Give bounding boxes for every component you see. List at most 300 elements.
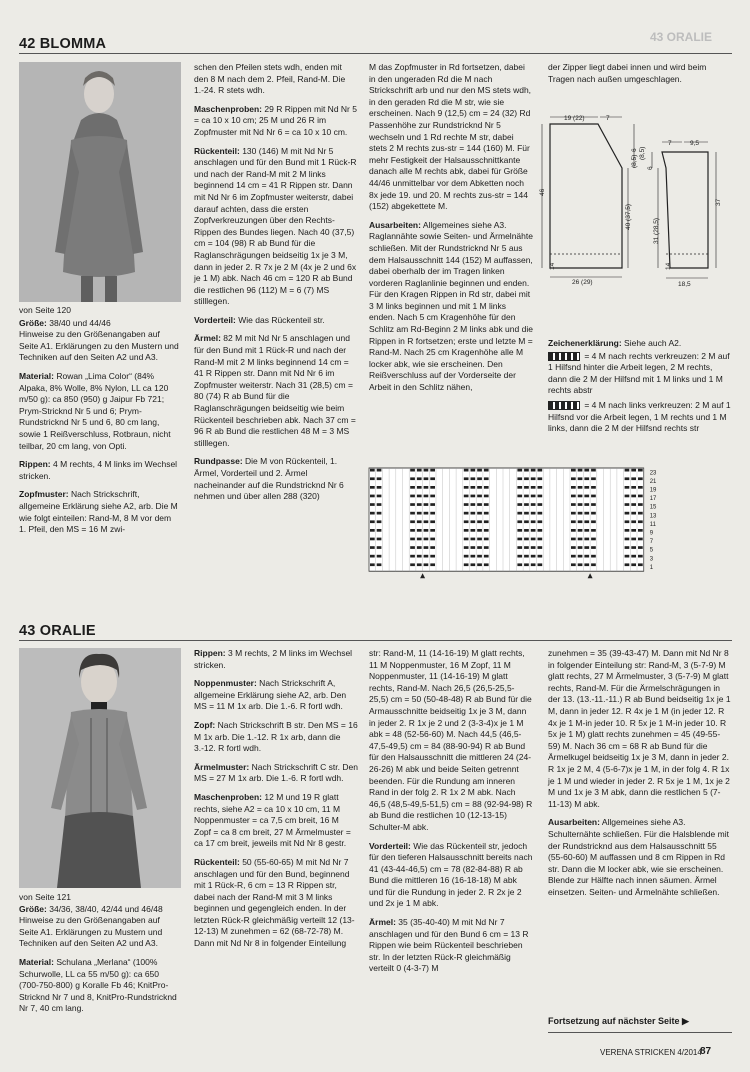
chart-cell bbox=[377, 538, 382, 541]
chart-cell bbox=[464, 495, 469, 498]
chart-cell bbox=[464, 512, 469, 515]
finishing-label: Ausarbeiten: bbox=[548, 817, 600, 828]
size-label: Größe: bbox=[19, 903, 47, 914]
photo-oralie bbox=[19, 648, 181, 888]
chart-cell bbox=[477, 495, 482, 498]
chart-cell bbox=[538, 538, 543, 541]
chart-cell bbox=[471, 486, 476, 489]
dim-body-bottom: 26 (29) bbox=[572, 279, 593, 286]
chart-cell bbox=[578, 546, 583, 549]
chart-cell bbox=[591, 546, 596, 549]
chart-cell bbox=[538, 469, 543, 472]
chart-cell bbox=[471, 512, 476, 515]
material-text: Rowan „Lima Color“ (84% Alpaka, 8% Wolle, 8% Nylon, LL ca 120 m/50 g): ca 850 (950) g Jaipur Fb 721; Prym-Stricknd Nr 5 und 6; Prym-Rundstricknd Nr 5 und 6, 80 cm lang, sowie 1 Reißverschluss, Rotbraun, nicht teilbar, 20 cm lang, von Opti. bbox=[19, 370, 171, 451]
chart-cell bbox=[517, 503, 522, 506]
chart-cell bbox=[410, 469, 415, 472]
chart-cell bbox=[410, 495, 415, 498]
cable-label: Zopfmuster: bbox=[19, 489, 69, 500]
chart-cell bbox=[591, 555, 596, 558]
chart-row-label: 1 bbox=[649, 564, 654, 571]
finishing-text: Allgemeines siehe A3. Schulternähte schließen. Für die Halsblende mit der Rundstricknd aus dem Halsausschnitt 55 (55-60-60) M auffassen und 8 cm Rippen in Rd str. Dann die M locker abk, wie sie erscheinen. Blende zur Hälfte nach innen säumen. Ärmel einsetzen. Seiten- und Ärmelnähte schließen. bbox=[548, 817, 729, 897]
chart-cell bbox=[531, 538, 536, 541]
gauge-label: Maschenproben: bbox=[194, 103, 263, 114]
chart-cell bbox=[484, 546, 489, 549]
paragraph: der Zipper liegt dabei innen und wird beim Tragen nach außen umgeschlagen. bbox=[548, 62, 707, 84]
chart-cell bbox=[517, 563, 522, 566]
chart-cell bbox=[424, 529, 429, 532]
body-outline bbox=[550, 124, 622, 268]
caption-ref: von Seite 120 bbox=[19, 305, 71, 315]
dim-sleeve-top: 7 bbox=[668, 140, 672, 147]
chart-cell bbox=[524, 512, 529, 515]
chart-cell bbox=[417, 563, 422, 566]
chart-cell bbox=[430, 495, 435, 498]
chart-cell bbox=[424, 520, 429, 523]
chart-cell bbox=[631, 503, 636, 506]
chart-cell bbox=[370, 495, 375, 498]
chart-cell bbox=[484, 477, 489, 480]
chart-cell bbox=[531, 503, 536, 506]
chart-cell bbox=[591, 529, 596, 532]
dim-body-top2: 7 bbox=[606, 115, 610, 122]
chart-cell bbox=[424, 546, 429, 549]
sleeve-text: 82 M mit Nd Nr 5 anschlagen und für den Bund mit 1 Rück-R und nach der Rand-M mit 2 M links beginnend 14 cm = 41 R Rippen str. Dann mit Nd Nr 6 im Zopfmuster weiterstr. Nach 31 (28,5) cm = 80 (74) R ab Bund für die Raglanschrägungen beidseitig wie beim Rückenteil beschrieben abk. Nach 37 cm = 96 R ab Bund die restlichen 48 M = 3 MS stilllegen. bbox=[194, 333, 356, 448]
chart-cell bbox=[584, 529, 589, 532]
chart-grid bbox=[369, 466, 669, 576]
chart-cell bbox=[424, 512, 429, 515]
legend-item-2: = 4 M nach links verkreuzen: 2 M auf 1 Hilfsnd vor die Arbeit legen, 1 M rechts und 1 M links, dann die 2 M der Hilfsnd rechts str bbox=[548, 399, 731, 434]
chart-cell bbox=[571, 486, 576, 489]
chart-cell bbox=[531, 520, 536, 523]
chart-cell bbox=[638, 486, 643, 489]
chart-cell bbox=[571, 538, 576, 541]
chart-cell bbox=[591, 469, 596, 472]
cable-text: Nach Strickschrift B str. Den MS = 16 M 1x arb. Die 1.-12. R 1x arb, dann die 3.-12. R fortl wdh. bbox=[194, 719, 358, 754]
legend bbox=[548, 338, 732, 435]
chart-row-label: 15 bbox=[649, 504, 657, 511]
chart-cell bbox=[370, 520, 375, 523]
chart-cell bbox=[377, 546, 382, 549]
chart-cell bbox=[477, 477, 482, 480]
back-label: Rückenteil: bbox=[194, 856, 240, 867]
chart-cell bbox=[638, 563, 643, 566]
chart-cell bbox=[370, 563, 375, 566]
material-label: Material: bbox=[19, 370, 54, 381]
chart-cell bbox=[377, 469, 382, 472]
dim-sleeve-r2: (8,5) bbox=[639, 146, 646, 160]
chart-cell bbox=[538, 495, 543, 498]
bobble-label: Noppenmuster: bbox=[194, 678, 257, 689]
chart-cell bbox=[591, 538, 596, 541]
chart-cell bbox=[464, 563, 469, 566]
chart-cell bbox=[571, 512, 576, 515]
chart-cell bbox=[477, 563, 482, 566]
chart-cell bbox=[571, 503, 576, 506]
back-text: 130 (146) M mit Nd Nr 5 anschlagen und für den Bund mit 1 Rück-R und nach der Rand-M mit 2 M links beginnend 14 cm = 41 R Rippen str. Dann mit Nd Nr 6 im Zopfmuster weiterstr, dabei darauf achten, dass die ersten Zopfverkreuzungen über den Rechts-Rippen des Bundes liegen. Nach 40 (37,5) cm = 104 (98) R ab Bund für die Raglanschrägungen beidseitig 1x je 3 M, dann in jeder 2. R 7x je 2 M (4x je 2 und 6x je 1 M) abk. Nach 46 cm = 120 R ab Bund die restlichen 96 (112) M = 6 (7) MS stilllegen. bbox=[194, 145, 357, 307]
chart-cell bbox=[471, 555, 476, 558]
chart-cell bbox=[377, 555, 382, 558]
chart-cell bbox=[531, 495, 536, 498]
dim-body-height: 46 bbox=[539, 188, 546, 196]
chart-cell bbox=[538, 563, 543, 566]
chart-cell bbox=[477, 503, 482, 506]
chart-cell bbox=[517, 529, 522, 532]
photo-blomma bbox=[19, 62, 181, 302]
chart-cell bbox=[464, 503, 469, 506]
chart-cell bbox=[625, 555, 630, 558]
chart-cell bbox=[370, 529, 375, 532]
chart-cell bbox=[524, 477, 529, 480]
chart-cell bbox=[538, 503, 543, 506]
chart-cell bbox=[430, 538, 435, 541]
oralie-col1 bbox=[19, 892, 179, 1015]
chart-cell bbox=[571, 529, 576, 532]
chart-cell bbox=[477, 469, 482, 472]
chart-row-label: 21 bbox=[649, 478, 657, 485]
chart-cell bbox=[638, 477, 643, 480]
chart-cell bbox=[591, 520, 596, 523]
chart-cell bbox=[417, 529, 422, 532]
chart-cell bbox=[464, 555, 469, 558]
sleeve-label: Ärmel: bbox=[194, 333, 221, 344]
chart-cell bbox=[477, 555, 482, 558]
chart-cell bbox=[410, 520, 415, 523]
chart-cell bbox=[370, 477, 375, 480]
chart-cell bbox=[410, 546, 415, 549]
chart-row-label: 23 bbox=[649, 470, 657, 477]
chart-cell bbox=[370, 503, 375, 506]
chart-row-label: 3 bbox=[649, 556, 654, 563]
chart-cell bbox=[625, 469, 630, 472]
page-number: 87 bbox=[700, 1046, 712, 1057]
chart-cell bbox=[625, 512, 630, 515]
chart-cell bbox=[484, 529, 489, 532]
chart-cell bbox=[430, 486, 435, 489]
chart-cell bbox=[524, 563, 529, 566]
chart-cell bbox=[430, 529, 435, 532]
chart-cell bbox=[625, 563, 630, 566]
chart-cell bbox=[638, 538, 643, 541]
chart-cell bbox=[517, 512, 522, 515]
chart-cell bbox=[471, 477, 476, 480]
front-text: Wie das Rückenteil str, jedoch für den tieferen Halsausschnitt bereits nach 41 (43-44-46,5) cm = 78 (82-84-88) R ab Bund die mittleren 16 (16-18-18) M abk und für die Rundung in jeder 2. R 2x je 2 und 2x je 1 M abk. bbox=[369, 840, 533, 909]
legend-title: Zeichenerklärung: bbox=[548, 338, 622, 348]
chart-cell bbox=[638, 469, 643, 472]
chart-cell bbox=[464, 486, 469, 489]
ribs-text: 4 M rechts, 4 M links im Wechsel stricken. bbox=[19, 459, 178, 481]
chart-cell bbox=[377, 529, 382, 532]
chart-cell bbox=[410, 477, 415, 480]
chart-cell bbox=[377, 477, 382, 480]
chart-row-label: 11 bbox=[649, 521, 656, 528]
chart-cell bbox=[524, 538, 529, 541]
dim-sleeve-h2: 31 (28,5) bbox=[653, 217, 660, 244]
chart-cell bbox=[484, 538, 489, 541]
paragraph: str: Rand-M, 11 (14-16-19) M glatt rechts, 11 M Noppenmuster, 16 M Zopf, 11 M Noppenmuster, 11 (14-16-19) M glatt rechts, Rand-M. Nach 26,5 (26,5-25,5-25,5) cm = 50 (50-48-48) R ab Bund für die Armausschnitte beidseitig 1x je 3 M, dann in jeder 2. R 1x je 2 und 2 (3-3-4)x je 1 M abk = 48 (52-56-60) M. Nach 44,5 (46,5-47,5-49,5) cm = 84 (88-90-94) R ab Bund für den Halsausschnitt die mittleren 24 (24-26-26) M abk und beide Seiten getrennt beenden. Für die Rundung am inneren Rand in der folg 2. R 1x 2 M abk. Nach 46,5 (48,5-49,5-51,5) cm = 88 (92-94-98) R ab Bund die restlichen 10 (12-13-15) Schulter-M abk. bbox=[369, 648, 533, 832]
chart-cell bbox=[631, 538, 636, 541]
chart-cell bbox=[524, 495, 529, 498]
chart-cell bbox=[625, 486, 630, 489]
chart-cell bbox=[430, 563, 435, 566]
chart-cell bbox=[578, 563, 583, 566]
chart-cell bbox=[377, 512, 382, 515]
chart-row-label: 9 bbox=[649, 530, 654, 537]
gauge-text: 29 R Rippen mit Nd Nr 5 = ca 10 x 10 cm; 25 M und 26 R im Zopfmuster mit Nd Nr 6 = ca 10 x 10 cm. bbox=[194, 103, 357, 137]
chart-cell bbox=[631, 555, 636, 558]
chart-cell bbox=[584, 546, 589, 549]
chart-cell bbox=[377, 486, 382, 489]
chart-cell bbox=[410, 538, 415, 541]
gauge-text: 12 M und 19 R glatt rechts, siehe A2 = ca 10 x 10 cm, 11 M Noppenmuster = ca 7,5 cm breit, 16 M Zopf = ca 8 cm breit, 27 M Ärmelmuster = ca 17 cm breit, jeweils mit Nd Nr 8 gestr. bbox=[194, 791, 351, 849]
dim-sleeve-r1: 6 bbox=[647, 166, 654, 170]
chart-cell bbox=[584, 563, 589, 566]
chart-cell bbox=[417, 503, 422, 506]
ribs-label: Rippen: bbox=[194, 648, 226, 658]
chart-cell bbox=[477, 512, 482, 515]
chart-row-label: 19 bbox=[649, 487, 657, 494]
paragraph: zunehmen = 35 (39-43-47) M. Dann mit Nd Nr 8 in folgender Einteilung str: Rand-M, 3 (5-7-9) M glatt rechts, 27 M Ärmelmuster, 3 (5-7-9) M glatt rechts, Rand-M. Für die Ärmelschrägungen in der 13. (13.-11.-11.) R ab Bund beidseitig 1x je 1 M, dann in jeder 12. R 4x je 1 M (in jeder 12. R 4x je 1 M-in jeder 10. R 5x je 1 M-in jeder 10. R 5x je 1 M) glatt rechts zunehmen = 45 (49-55-59) M. Nach 36 cm = 68 R ab Bund für die Ärmelkugel beidseitig 1x je 3 M, dann in jeder 2. R 1x je 2 M, 4 (5-6-7)x je 1 M, in der folg 4. R 1x je 1 M und wieder in jeder 2. R 5x je 1 M, 1x je 2 M und 1x je 3 M abk, dann die restlichen 5 (7-11-13) M abk. bbox=[548, 648, 731, 809]
yoke-label: Rundpasse: bbox=[194, 456, 243, 467]
yoke-text: Die M von Rückenteil, 1. Ärmel, Vorderteil und 2. Ärmel nacheinander auf die Rundstricknd Nr 6 nehmen und über allen 288 (320) bbox=[194, 456, 344, 502]
chart-cell bbox=[625, 538, 630, 541]
chart-cell bbox=[631, 469, 636, 472]
chart-cell bbox=[477, 538, 482, 541]
caption-ref: von Seite 121 bbox=[19, 892, 71, 902]
chart-cell bbox=[410, 563, 415, 566]
chart-cell bbox=[424, 538, 429, 541]
chart-cell bbox=[571, 563, 576, 566]
chart-cell bbox=[410, 503, 415, 506]
chart-cell bbox=[631, 477, 636, 480]
chart-cell bbox=[524, 546, 529, 549]
chart-cell bbox=[524, 555, 529, 558]
chart-cell bbox=[531, 546, 536, 549]
blomma-col4 bbox=[548, 62, 728, 92]
chart-cell bbox=[430, 469, 435, 472]
chart-cell bbox=[631, 520, 636, 523]
chart-cell bbox=[591, 563, 596, 566]
dim-body-top: 19 (22) bbox=[564, 115, 585, 122]
cross-left-icon bbox=[548, 401, 580, 410]
chart-cell bbox=[638, 495, 643, 498]
chart-cell bbox=[517, 477, 522, 480]
chart-cell bbox=[531, 555, 536, 558]
chart-cell bbox=[531, 529, 536, 532]
chart-cell bbox=[410, 512, 415, 515]
chart-cell bbox=[591, 512, 596, 515]
chart-cell bbox=[484, 486, 489, 489]
section-heading-blomma: 42 BLOMMA bbox=[19, 36, 107, 52]
chart-cell bbox=[524, 529, 529, 532]
chart-cell bbox=[571, 555, 576, 558]
sleeve-pattern-label: Ärmelmuster: bbox=[194, 761, 250, 772]
chart-cell bbox=[471, 503, 476, 506]
chart-cell bbox=[531, 486, 536, 489]
cross-right-icon bbox=[548, 352, 580, 361]
dim-sleeve-bottom: 18,5 bbox=[678, 281, 691, 288]
chart-cell bbox=[417, 538, 422, 541]
finishing-label: Ausarbeiten: bbox=[369, 219, 421, 230]
chart-row-label: 17 bbox=[649, 496, 657, 503]
chart-cell bbox=[584, 555, 589, 558]
chart-cell bbox=[538, 520, 543, 523]
chart-cell bbox=[524, 503, 529, 506]
chart-cell bbox=[464, 477, 469, 480]
sleeve-text: 35 (35-40-40) M mit Nd Nr 7 anschlagen und für den Bund 6 cm = 13 R Rippen wie beim Rückenteil beschrieben str. In der letzten Rück-R gleichmäßig verteilt 0 (4-3-7) M bbox=[369, 917, 529, 974]
footer-magazine: VERENA STRICKEN 4/2014 bbox=[600, 1048, 702, 1057]
oralie-col2 bbox=[194, 648, 358, 957]
arrow-right-marker bbox=[588, 573, 593, 578]
chart-cell bbox=[417, 477, 422, 480]
bobble-text: Nach Strickschrift A, allgemeine Erklärung siehe A2, arb. Den MS = 11 M 1x arb. Die 1.-6. R fortl wdh. bbox=[194, 678, 347, 712]
chart-cell bbox=[377, 503, 382, 506]
divider bbox=[19, 53, 732, 54]
chart-cell bbox=[538, 555, 543, 558]
chart-cell bbox=[638, 546, 643, 549]
chart-cell bbox=[484, 495, 489, 498]
chart-cell bbox=[538, 512, 543, 515]
chart-cell bbox=[584, 503, 589, 506]
chart-cell bbox=[410, 529, 415, 532]
chart-cell bbox=[370, 512, 375, 515]
chart-cell bbox=[578, 477, 583, 480]
chart-cell bbox=[638, 503, 643, 506]
chart-cell bbox=[471, 469, 476, 472]
chart-cell bbox=[571, 495, 576, 498]
chart-cell bbox=[631, 486, 636, 489]
sleeve-outline bbox=[662, 152, 708, 268]
chart-cell bbox=[591, 477, 596, 480]
chart-cell bbox=[477, 546, 482, 549]
continue-link[interactable]: Fortsetzung auf nächster Seite ▶ bbox=[548, 1016, 689, 1026]
chart-cell bbox=[631, 495, 636, 498]
front-label: Vorderteil: bbox=[369, 840, 411, 851]
section-heading-oralie: 43 ORALIE bbox=[19, 623, 96, 639]
chart-cell bbox=[410, 555, 415, 558]
dim-body-r1: 6 bbox=[631, 148, 638, 152]
knitting-chart bbox=[369, 466, 669, 576]
chart-cell bbox=[524, 469, 529, 472]
chart-cell bbox=[370, 486, 375, 489]
chart-cell bbox=[370, 538, 375, 541]
size-hint: Hinweise zu den Größenangaben auf Seite A1. Erklärungen zu den Mustern und Techniken auf den Seiten A2 und A3. bbox=[19, 329, 179, 363]
gauge-label: Maschenproben: bbox=[194, 791, 263, 802]
divider bbox=[19, 640, 732, 641]
size-schematic bbox=[540, 112, 735, 292]
chart-cell bbox=[430, 546, 435, 549]
chart-cell bbox=[477, 520, 482, 523]
chart-cell bbox=[484, 512, 489, 515]
paragraph: schen den Pfeilen stets wdh, enden mit den 8 M nach dem 2. Pfeil, Rand-M. Die 1.-24. R stets wdh. bbox=[194, 62, 346, 96]
chart-row-label: 5 bbox=[649, 547, 654, 554]
chart-cell bbox=[524, 486, 529, 489]
chart-cell bbox=[370, 555, 375, 558]
chart-cell bbox=[417, 486, 422, 489]
chart-cell bbox=[531, 477, 536, 480]
blomma-col3 bbox=[369, 62, 533, 401]
chart-cell bbox=[430, 503, 435, 506]
ribs-text: 3 M rechts, 2 M links im Wechsel stricken. bbox=[194, 648, 353, 670]
chart-cell bbox=[424, 477, 429, 480]
cable-label: Zopf: bbox=[194, 719, 216, 730]
back-label: Rückenteil: bbox=[194, 145, 240, 156]
chart-cell bbox=[517, 520, 522, 523]
chart-cell bbox=[591, 486, 596, 489]
chart-cell bbox=[584, 512, 589, 515]
model-illustration bbox=[19, 62, 181, 302]
chart-cell bbox=[538, 546, 543, 549]
cable-text: Nach Strickschrift, allgemeine Erklärung siehe A2, arb. Die M wie folgt einteilen: Rand-M, 8 M vor dem 1. Pfeil, den MS = 16 M zwi- bbox=[19, 489, 178, 535]
chart-cell bbox=[370, 546, 375, 549]
chart-cell bbox=[625, 503, 630, 506]
chart-cell bbox=[625, 529, 630, 532]
chart-cell bbox=[517, 555, 522, 558]
chart-cell bbox=[584, 477, 589, 480]
chart-cell bbox=[584, 495, 589, 498]
chart-cell bbox=[417, 512, 422, 515]
chart-cell bbox=[531, 563, 536, 566]
legend-item-1: = 4 M nach rechts verkreuzen: 2 M auf 1 Hilfsnd hinter die Arbeit legen, 2 M rechts, dann die 2 M der Hilfsnd mit 1 M links und 1 M rechts abstr bbox=[548, 350, 730, 396]
chart-cell bbox=[517, 495, 522, 498]
chart-cell bbox=[517, 538, 522, 541]
back-text: 50 (55-60-65) M mit Nd Nr 7 anschlagen und für den Bund, beginnend mit 1 Rück-R, 6 cm = 13 R Rippen str, dabei nach der Rand-M mit 3 M links beginnen und gegengleich enden. In der letzten Rück-R gleichmäßig verteilt 12 (13-12-13) M zunehmen = 62 (68-72-78) M. Dann mit Nd Nr 8 in folgender Einteilung bbox=[194, 856, 355, 949]
chart-cell bbox=[424, 469, 429, 472]
chart-cell bbox=[625, 495, 630, 498]
chart-cell bbox=[430, 512, 435, 515]
chart-cell bbox=[471, 520, 476, 523]
chart-cell bbox=[477, 529, 482, 532]
chart-cell bbox=[584, 538, 589, 541]
oralie-col3 bbox=[369, 648, 533, 982]
chart-cell bbox=[377, 520, 382, 523]
finishing-text: Allgemeines siehe A3. Raglannähte sowie Seiten- und Ärmelnähte schließen. Mit der Rundstricknd Nr 5 aus dem Halsausschnitt 144 (152) M auffassen, dabei oberhalb der im Tragen linken vorderen Raglanlinie beginnen und enden. Für den Kragen Rippen in Rd str, dabei mit 3 M links beginnen und mit 1 M links enden. Nach 5 cm Kragenhöhe für den Schlitz am Rd-Beginn 2 M links abk und die Rippen in R fortsetzen; erste und letzte M = Rand-M. Nach 25 cm Kragenhöhe alle M locker abk, wie sie erscheinen. Den Reißverschluss auf der Vorderseite der Arbeit in den Schlitz nähen, bbox=[369, 219, 533, 393]
chart-cell bbox=[531, 469, 536, 472]
oralie-col4 bbox=[548, 648, 732, 905]
dim-body-r2: (8,5) bbox=[631, 154, 638, 168]
chart-cell bbox=[584, 486, 589, 489]
chart-cell bbox=[417, 520, 422, 523]
chart-cell bbox=[524, 520, 529, 523]
chart-cell bbox=[578, 538, 583, 541]
chart-cell bbox=[591, 495, 596, 498]
chart-cell bbox=[430, 555, 435, 558]
chart-cell bbox=[484, 520, 489, 523]
chart-cell bbox=[571, 477, 576, 480]
chart-cell bbox=[578, 486, 583, 489]
chart-cell bbox=[471, 538, 476, 541]
chart-cell bbox=[471, 546, 476, 549]
chart-cell bbox=[517, 546, 522, 549]
chart-cell bbox=[417, 555, 422, 558]
chart-cell bbox=[464, 529, 469, 532]
chart-cell bbox=[464, 469, 469, 472]
chart-cell bbox=[424, 486, 429, 489]
chart-cell bbox=[424, 495, 429, 498]
dim-sleeve-height: 37 bbox=[715, 198, 722, 206]
chart-cell bbox=[464, 538, 469, 541]
chart-cell bbox=[410, 486, 415, 489]
chart-cell bbox=[377, 563, 382, 566]
dim-body-h2: 40 (37,5) bbox=[625, 203, 632, 230]
material-label: Material: bbox=[19, 956, 54, 967]
chart-cell bbox=[417, 469, 422, 472]
chart-cell bbox=[417, 546, 422, 549]
chart-cell bbox=[484, 503, 489, 506]
chart-cell bbox=[584, 520, 589, 523]
chart-cell bbox=[424, 563, 429, 566]
chart-cell bbox=[638, 520, 643, 523]
chart-cell bbox=[471, 563, 476, 566]
